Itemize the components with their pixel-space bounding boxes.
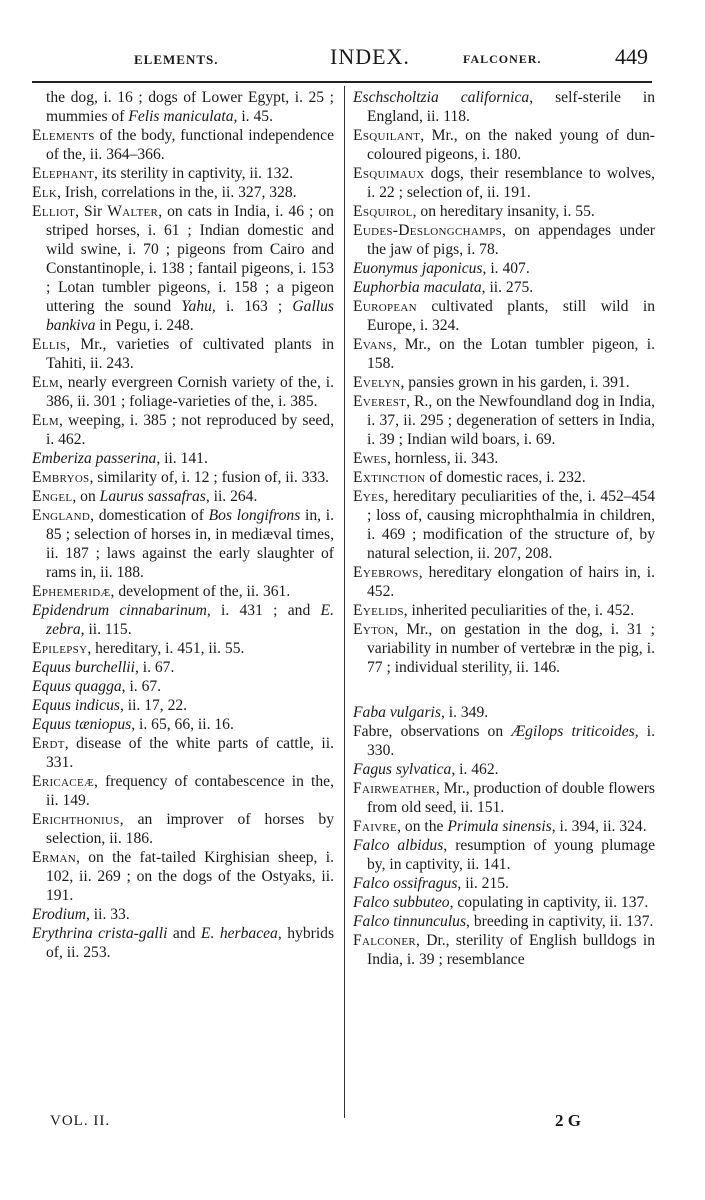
index-entry (32, 183, 334, 202)
volume-label: VOL. II. (50, 1113, 111, 1129)
entry-text: , on hereditary insanity, i. 55. (412, 203, 595, 220)
entry-italic-term: Falco ossifragus (353, 875, 458, 892)
entry-italic-term: Erodium (32, 906, 86, 923)
entry-text: Fabre, observations on (353, 723, 512, 740)
index-entry (32, 506, 334, 582)
entry-italic-term: Yahu, (181, 298, 216, 315)
entry-italic-term: Euonymus japonicus (353, 260, 483, 277)
entry-text: , similarity of, i. 12 ; fusion of, ii. 333. (89, 469, 330, 486)
entry-italic-term: Euphorbia maculata (353, 279, 482, 296)
entry-heading: Fairweather (353, 780, 436, 797)
entry-italic-term: Ægilops triticoides (511, 723, 635, 740)
entry-text: in Pegu, i. 248. (95, 317, 194, 334)
entry-heading: Ericaceæ (32, 773, 95, 790)
index-entry (353, 893, 655, 912)
entry-italic-term: Gallus bankiva (46, 298, 334, 334)
index-entry (32, 582, 334, 601)
entry-heading: Eyton (353, 621, 395, 638)
index-entry (32, 88, 334, 126)
entry-text: , i. 431 ; and (206, 602, 321, 619)
entry-heading: Erichthonius (32, 811, 120, 828)
entry-text: i. 163 ; (215, 298, 293, 315)
index-entry (353, 297, 655, 335)
entry-italic-term: Equus quagga (32, 678, 122, 695)
index-entry (353, 874, 655, 893)
entry-text: , hereditary peculiarities of the, i. 452–454 ; loss of, causing microphthalmia in children, i. 469 ; modification of the structure of, by natural selection, ii. 207, 208. (367, 488, 655, 562)
entry-text: , ii. 275. (481, 279, 534, 296)
index-entry (353, 335, 655, 373)
entry-italic-term: Laurus sassafras (99, 488, 206, 505)
right-column (353, 88, 655, 969)
entry-text: dogs, their resemblance to wolves, i. 22 ; selection of, ii. 191. (367, 165, 655, 201)
index-entry (32, 715, 334, 734)
entry-text: , ii. 264. (205, 488, 258, 505)
entry-text: , Mr., on the Lotan tumbler pigeon, i. 158. (367, 336, 655, 372)
entry-heading: Eyelids (353, 602, 404, 619)
entry-heading: Eyebrows (353, 564, 419, 581)
entry-italic-term: Erythrina crista-galli (32, 925, 168, 942)
entry-text: , Mr., varieties of cultivated plants in Tahiti, ii. 243. (46, 336, 334, 372)
entry-text: , i. 65, 66, ii. 16. (131, 716, 234, 733)
index-entry (32, 487, 334, 506)
entry-text: , ii. 17, 22. (119, 697, 188, 714)
entry-text: , hornless, ii. 343. (386, 450, 499, 467)
entry-text: , an improver of horses by selection, ii. 186. (46, 811, 334, 847)
entry-heading: Epilepsy (32, 640, 88, 657)
index-entry (32, 449, 334, 468)
entry-italic-term: Falco tinnunculus (353, 913, 467, 930)
index-entry (32, 601, 334, 639)
index-entry (353, 126, 655, 164)
index-entry (32, 468, 334, 487)
entry-text: of domestic races, i. 232. (425, 469, 586, 486)
entry-text: , on appendages under the jaw of pigs, i. 78. (367, 222, 655, 258)
entry-italic-term: Equus burchellii (32, 659, 135, 676)
entry-text: , i. 330. (367, 723, 655, 759)
entry-heading: Eyes (353, 488, 385, 505)
entry-text: , hereditary elongation of hairs in, i. 452. (367, 564, 655, 600)
entry-heading: Evelyn (353, 374, 401, 391)
index-entry (32, 658, 334, 677)
entry-italic-term: Bos longifrons (208, 507, 301, 524)
entry-text: cultivated plants, still wild in Europe, i. 324. (367, 298, 655, 334)
index-entry (32, 411, 334, 449)
entry-text: , self-sterile in England, ii. 118. (367, 89, 655, 125)
entry-text: , ii. 215. (457, 875, 509, 892)
entry-italic-term: Emberiza passerina (32, 450, 157, 467)
index-entry (32, 164, 334, 183)
entry-text: , hybrids of, ii. 253. (46, 925, 335, 961)
entry-text: , i. 407. (482, 260, 530, 277)
index-entry (353, 449, 655, 468)
entry-text: , i. 67. (134, 659, 175, 676)
index-entry (32, 696, 334, 715)
index-entry (32, 848, 334, 905)
entry-text: , on the fat-tailed Kirghisian sheep, i. 102, ii. 269 ; on the dogs of the Ostyaks, ii. 191. (46, 849, 334, 904)
entry-text: , hereditary, i. 451, ii. 55. (87, 640, 245, 657)
index-entry (32, 202, 334, 335)
entry-text: , ii. 115. (80, 621, 132, 638)
entry-heading: Walter (107, 203, 159, 220)
index-entry (353, 601, 655, 620)
entry-heading: Erdt (32, 735, 65, 752)
index-entry (32, 639, 334, 658)
entry-italic-term: Falco subbuteo (353, 894, 450, 911)
entry-heading: Esquilant (353, 127, 421, 144)
entry-text: of the body, functional independence of the, ii. 364–366. (46, 127, 334, 163)
entry-text: , Mr., on the naked young of dun-coloured pigeons, i. 180. (367, 127, 655, 163)
entry-text: the dog, i. 16 ; dogs of Lower Egypt, i. 25 ; mummies of (46, 89, 334, 125)
entry-heading: England (32, 507, 91, 524)
entry-text: , R., on the Newfoundland dog in India, i. 37, ii. 295 ; degeneration of setters in India, i. 39 ; Indian wild boars, i. 69. (367, 393, 655, 448)
header-rule (32, 81, 652, 83)
entry-heading: Ellis (32, 336, 67, 353)
entry-text: , nearly evergreen Cornish variety of the, i. 386, ii. 301 ; foliage-varieties of the, i. 385. (46, 374, 334, 410)
index-entry (353, 760, 655, 779)
index-entry (353, 563, 655, 601)
entry-heading: Erman (32, 849, 77, 866)
entry-italic-term: Falco albidus (353, 837, 444, 854)
entry-text: , disease of the white parts of cattle, ii. 331. (46, 735, 334, 771)
index-entry (32, 335, 334, 373)
entry-text: , i. 349. (440, 704, 489, 721)
index-entry (353, 931, 655, 969)
index-entry (353, 468, 655, 487)
entry-heading: Esquimaux (353, 165, 425, 182)
index-entry (32, 772, 334, 810)
entry-heading: Elk (32, 184, 58, 201)
entry-text: , frequency of contabescence in the, ii. 149. (46, 773, 334, 809)
entry-italic-term: Eschscholtzia californica (353, 89, 530, 106)
entry-heading: Ephemeridæ (32, 583, 111, 600)
page-number: 449 (615, 44, 648, 69)
entry-heading: Elm (32, 412, 59, 429)
entry-italic-term: E. herbacea (200, 925, 278, 942)
entry-text: , resumption of young plumage by, in captivity, ii. 141. (367, 837, 655, 873)
index-entry (32, 373, 334, 411)
entry-text: , Irish, correlations in the, ii. 327, 328. (57, 184, 297, 201)
entry-italic-term: Fagus sylvatica (353, 761, 452, 778)
entry-text: , Dr., sterility of English bulldogs in India, i. 39 ; resemblance (367, 932, 655, 968)
index-entry (353, 221, 655, 259)
entry-text: , i. 67. (121, 678, 162, 695)
entry-text: , domestication of (90, 507, 209, 524)
running-header (30, 44, 660, 80)
entry-text: , on (72, 488, 100, 505)
entry-text: , ii. 141. (156, 450, 208, 467)
index-entry (353, 620, 655, 677)
index-entry (353, 202, 655, 221)
index-entry (353, 779, 655, 817)
entry-text: , Mr., on gestation in the dog, i. 31 ; variability in number of vertebræ in the pig, i. 77 ; individual sterility, ii. 146. (367, 621, 655, 676)
entry-heading: Elliot (32, 203, 76, 220)
index-entry (353, 88, 655, 126)
entry-italic-term: E. zebra (46, 602, 334, 638)
entry-text: in, i. 85 ; selection of horses in, in mediæval times, ii. 187 ; laws against the early slaughter of rams in, ii. 188. (46, 507, 334, 581)
entry-text: , development of the, ii. 361. (110, 583, 291, 600)
entry-italic-term: Faba vulgaris (353, 704, 441, 721)
entry-text: , on cats in India, i. 46 ; on striped horses, i. 61 ; Indian domestic and wild swine, i. 70 ; pigeons from Cairo and Constantinople, i. 138 ; fantail pigeons, i. 153 ; Lotan tumbler pigeons, i. 158 ; a pigeon uttering the sound (46, 203, 334, 315)
entry-heading: Elephant (32, 165, 95, 182)
header-first-entry: ELEMENTS. (134, 52, 219, 67)
signature-mark: 2 G (555, 1111, 581, 1130)
index-entry (353, 836, 655, 874)
entry-text: , ii. 33. (86, 906, 130, 923)
entry-text: , inherited peculiarities of the, i. 452. (403, 602, 635, 619)
index-entry (353, 164, 655, 202)
entry-italic-term: Epidendrum cinnabarinum (32, 602, 207, 619)
index-entry (32, 810, 334, 848)
column-divider (344, 86, 345, 1118)
index-entry (353, 487, 655, 563)
entry-text: , breeding in captivity, ii. 137. (466, 913, 654, 930)
entry-italic-term: Equus tæniopus (32, 716, 132, 733)
index-entry (353, 259, 655, 278)
entry-text: , copulating in captivity, ii. 137. (449, 894, 649, 911)
entry-text: , i. 462. (451, 761, 499, 778)
page-footer (30, 1113, 660, 1143)
entry-text: i. 45. (237, 108, 273, 125)
index-entry (32, 924, 334, 962)
entry-text: , pansies grown in his garden, i. 391. (400, 374, 630, 391)
entry-italic-term: Equus indicus (32, 697, 120, 714)
entry-italic-term: Felis maniculata, (128, 108, 238, 125)
index-entry (353, 278, 655, 297)
entry-text: , Mr., production of double flowers from old seed, ii. 151. (367, 780, 656, 816)
entry-text: , on the (397, 818, 448, 835)
entry-heading: Embryos (32, 469, 90, 486)
index-entry (353, 722, 655, 760)
index-entry (353, 392, 655, 449)
index-entry (353, 373, 655, 392)
entry-heading: European (353, 298, 417, 315)
index-entry (353, 912, 655, 931)
entry-text: , i. 394, ii. 324. (551, 818, 647, 835)
index-entry (32, 126, 334, 164)
index-entry (353, 703, 655, 722)
index-entry (32, 905, 334, 924)
header-title: INDEX. (330, 44, 410, 69)
entry-heading: Elements (32, 127, 95, 144)
index-entry (32, 734, 334, 772)
letter-section-gap (353, 677, 655, 703)
entry-heading: Falconer (353, 932, 417, 949)
entry-text: , Sir (75, 203, 108, 220)
entry-heading: Evans (353, 336, 393, 353)
entry-heading: Eudes-Deslongchamps (353, 222, 503, 239)
entry-text: , weeping, i. 385 ; not reproduced by seed, i. 462. (46, 412, 334, 448)
entry-heading: Extinction (353, 469, 426, 486)
entry-text: and (167, 925, 201, 942)
entry-heading: Ewes (353, 450, 387, 467)
entry-heading: Everest (353, 393, 407, 410)
header-last-entry: FALCONER. (463, 52, 542, 66)
entry-italic-term: Primula sinensis (447, 818, 552, 835)
entry-heading: Elm (32, 374, 59, 391)
entry-heading: Esquirol (353, 203, 413, 220)
index-entry (32, 677, 334, 696)
entry-text: , its sterility in captivity, ii. 132. (94, 165, 294, 182)
index-entry (353, 817, 655, 836)
entry-heading: Faivre (353, 818, 398, 835)
left-column (32, 88, 334, 962)
entry-heading: Engel (32, 488, 73, 505)
